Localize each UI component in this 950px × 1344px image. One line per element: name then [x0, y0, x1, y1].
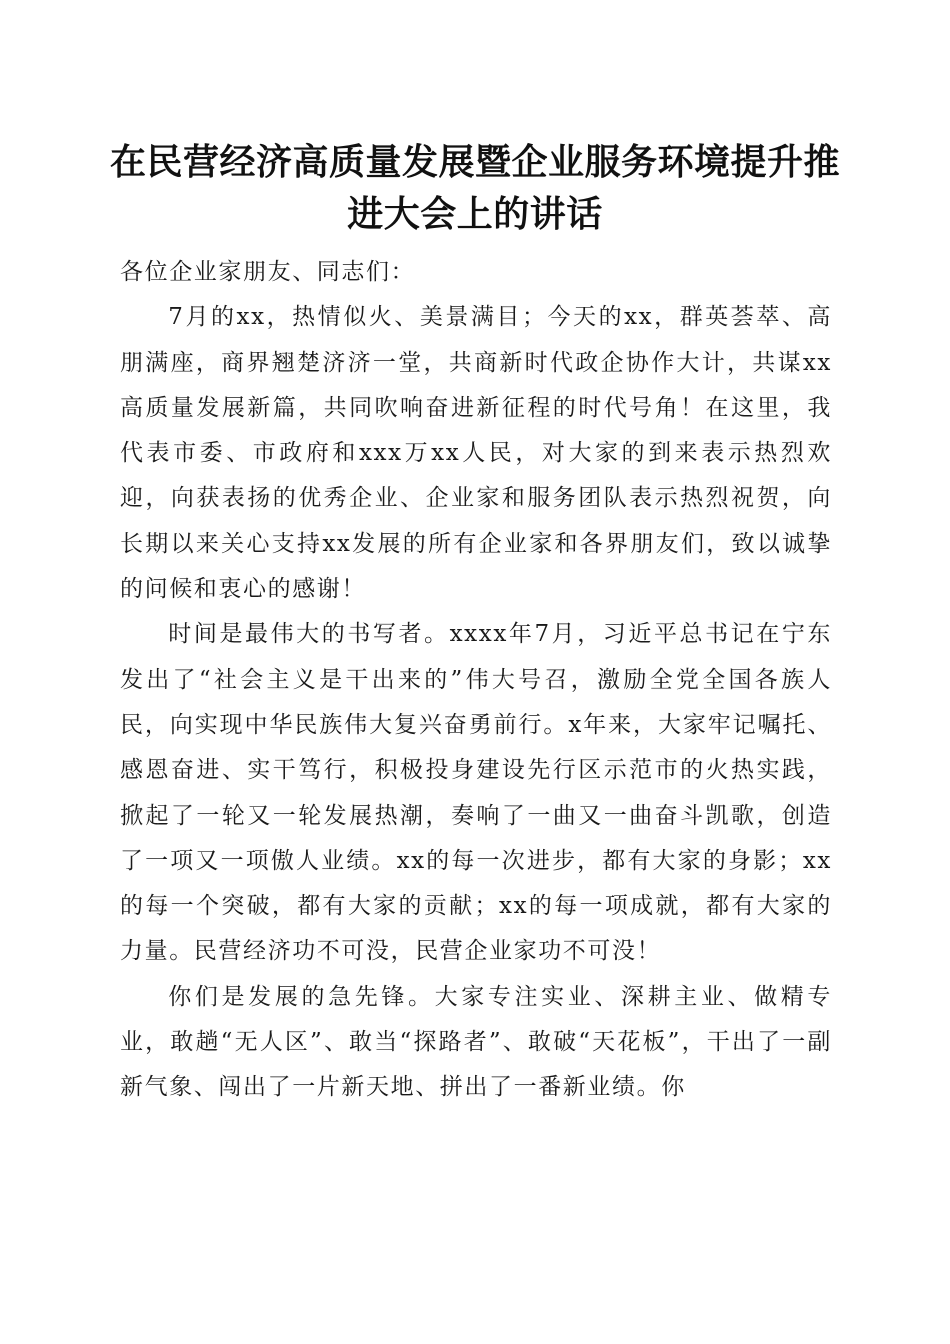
paragraph-1: 7月的xx，热情似火、美景满目；今天的xx，群英荟萃、高朋满座，商界翘楚济济一堂，共商新时代政企协作大计，共谋xx高质量发展新篇，共同吹响奋进新征程的时代号角！在这里，我代表市委、市政府和xxx万xx人民，对大家的到来表示热烈欢迎，向获表扬的优秀企业、企业家和服务团队表示热烈祝贺，向长期以来关心支持xx发展的所有企业家和各界朋友们，致以诚挚的问候和衷心的感谢！ — [120, 304, 832, 603]
paragraph-3: 你们是发展的急先锋。大家专注实业、深耕主业、做精专业，敢趟“无人区”、敢当“探路者”、敢破“天花板”，干出了一副新气象、闯出了一片新天地、拼出了一番新业绩。你 — [120, 983, 832, 1101]
document-body — [120, 250, 832, 1111]
paragraph-2: 时间是最伟大的书写者。xxxx年7月，习近平总书记在宁东发出了“社会主义是干出来的”伟大号召，激励全党全国各族人民，向实现中华民族伟大复兴奋勇前行。x年来，大家牢记嘱托、感恩奋进、实干笃行，积极投身建设先行区示范市的火热实践，掀起了一轮又一轮发展热潮，奏响了一曲又一曲奋斗凯歌，创造了一项又一项傲人业绩。xx的每一次进步，都有大家的身影；xx的每一个突破，都有大家的贡献；xx的每一项成就，都有大家的力量。民营经济功不可没，民营企业家功不可没！ — [120, 621, 832, 965]
salutation: 各位企业家朋友、同志们： — [120, 259, 416, 285]
document-title: 在民营经济高质量发展暨企业服务环境提升推进大会上的讲话 — [110, 141, 841, 235]
